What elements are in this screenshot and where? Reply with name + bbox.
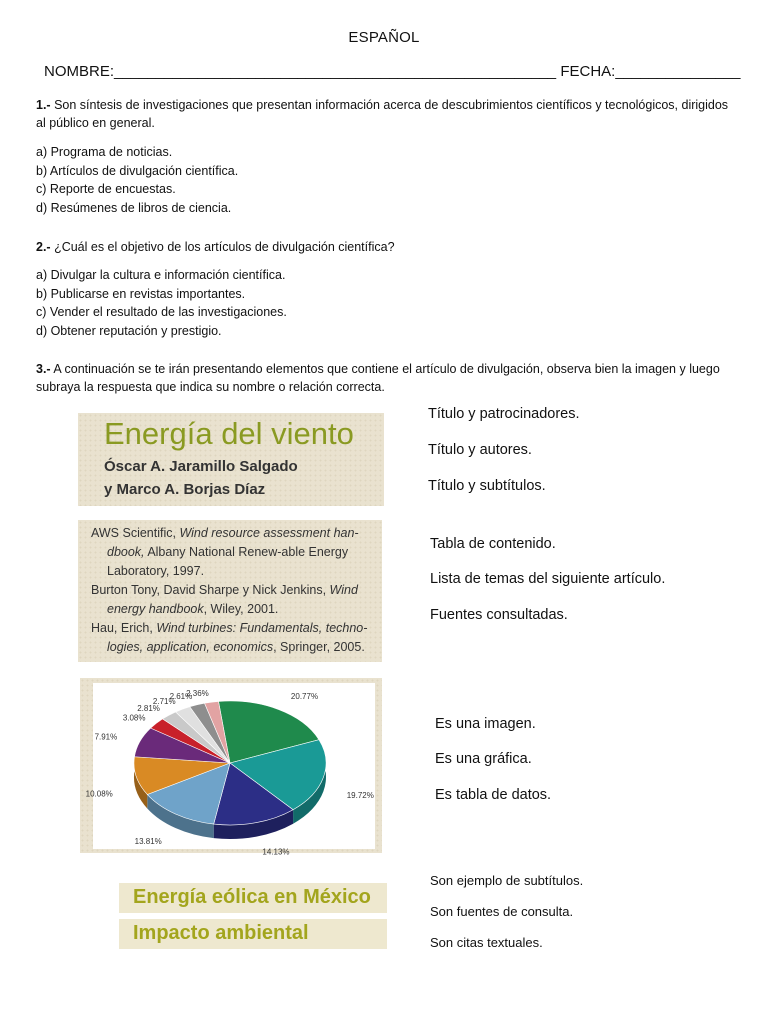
reference-3-part-c: logies, application, economics <box>107 640 274 654</box>
article-authors-line-2: y Marco A. Borjas Díaz <box>104 481 266 498</box>
question-1-number: 1.- <box>36 98 51 112</box>
subtitle-1: Energía eólica en México <box>133 886 371 908</box>
item3-option-3[interactable]: Es tabla de datos. <box>435 787 552 803</box>
question-3 <box>36 360 736 396</box>
reference-1-part-e: Laboratory, 1997. <box>107 564 205 578</box>
reference-2-part-b: Wind <box>329 583 358 597</box>
item3-option-1[interactable]: Es una imagen. <box>435 716 536 732</box>
q1-option-c[interactable]: c) Reporte de encuestas. <box>36 182 176 196</box>
chart-panel <box>85 683 375 857</box>
pie-slice-label: 3.08% <box>122 713 146 723</box>
q2-option-a[interactable]: a) Divulgar la cultura e información científica. <box>36 268 286 282</box>
question-2 <box>36 238 736 256</box>
subtitle-bar-1 <box>119 883 387 913</box>
reference-3 <box>91 619 375 657</box>
pie-slice-label: 20.77% <box>290 692 319 702</box>
q2-option-c[interactable]: c) Vender el resultado de las investigaciones. <box>36 305 287 319</box>
q1-option-d[interactable]: d) Resúmenes de libros de ciencia. <box>36 200 232 215</box>
name-date-line: NOMBRE:_____________________________________________________ FECHA:_______________ <box>44 63 741 80</box>
item1-option-2[interactable]: Título y autores. <box>428 442 532 458</box>
chart-example-image <box>80 678 382 857</box>
question-1-options <box>36 143 736 217</box>
reference-2-part-d: , Wiley, 2001. <box>203 602 279 616</box>
pie-slice-label: 19.72% <box>346 790 374 800</box>
page-title: ESPAÑOL <box>348 29 420 46</box>
reference-1-part-a: AWS Scientific, <box>91 526 180 540</box>
subtitle-bar-2 <box>119 919 387 949</box>
reference-1-part-b: Wind resource assessment han- <box>179 526 359 540</box>
pie-slice-label: 2.61% <box>169 692 193 702</box>
reference-3-part-a: Hau, Erich, <box>91 621 157 635</box>
article-authors-line-1: Óscar A. Jaramillo Salgado <box>104 458 298 475</box>
item1-option-3[interactable]: Título y subtítulos. <box>428 478 546 494</box>
pie-slice-label: 7.91% <box>94 732 118 742</box>
article-title: Energía del viento <box>104 416 354 451</box>
item4-option-2[interactable]: Son fuentes de consulta. <box>430 904 574 919</box>
question-2-number: 2.- <box>36 240 51 254</box>
item4-option-1[interactable]: Son ejemplo de subtítulos. <box>430 873 584 888</box>
item1-option-1[interactable]: Título y patrocinadores. <box>428 406 580 422</box>
question-2-text: ¿Cuál es el objetivo de los artículos de divulgación científica? <box>50 240 395 254</box>
question-1 <box>36 96 736 132</box>
item4-option-3[interactable]: Son citas textuales. <box>430 935 543 950</box>
pie-slice-label: 2.36% <box>186 689 209 699</box>
item2-option-1[interactable]: Tabla de contenido. <box>430 536 556 552</box>
reference-2-part-c: energy handbook <box>107 602 204 616</box>
item3-option-2[interactable]: Es una gráfica. <box>435 751 532 767</box>
q2-option-d[interactable]: d) Obtener reputación y prestigio. <box>36 323 222 338</box>
pie-slice-label: 13.81% <box>134 836 162 846</box>
pie-slice-label: 10.08% <box>85 789 113 799</box>
q2-option-b[interactable]: b) Publicarse en revistas importantes. <box>36 286 246 301</box>
question-3-text: A continuación se te irán presentando elementos que contiene el artículo de divulgación, observa bien la imagen y luego subraya la respuesta que indica su nombre o relación correcta. <box>36 362 720 394</box>
reference-2-part-a: Burton Tony, David Sharpe y Nick Jenkins, <box>91 583 330 597</box>
pie-chart <box>85 683 375 857</box>
question-2-options <box>36 266 736 340</box>
reference-1-part-d: Albany National Renew-able Energy <box>144 545 349 559</box>
q1-option-b[interactable]: b) Artículos de divulgación científica. <box>36 163 239 178</box>
references-example-image <box>78 520 382 662</box>
reference-3-part-d: , Springer, 2005. <box>273 640 365 654</box>
subtitles-example-image <box>119 883 387 947</box>
pie-slice-label: 2.71% <box>152 697 176 707</box>
title-example-image <box>78 413 384 506</box>
pie-slice-label: 2.81% <box>137 704 160 714</box>
q1-option-a[interactable]: a) Programa de noticias. <box>36 145 173 159</box>
reference-3-part-b: Wind turbines: Fundamentals, techno- <box>156 621 368 635</box>
item2-option-2[interactable]: Lista de temas del siguiente artículo. <box>430 571 666 587</box>
question-1-text: Son síntesis de investigaciones que presentan información acerca de descubrimientos científicos y tecnológicos, dirigidos al público en general. <box>36 98 729 130</box>
subtitle-2: Impacto ambiental <box>133 922 309 944</box>
question-3-number: 3.- <box>36 362 51 376</box>
item2-option-3[interactable]: Fuentes consultadas. <box>430 607 568 623</box>
reference-1 <box>91 524 375 581</box>
reference-1-part-c: dbook, <box>107 545 145 559</box>
pie-slice-label: 14.13% <box>262 847 290 857</box>
reference-2 <box>91 581 375 619</box>
